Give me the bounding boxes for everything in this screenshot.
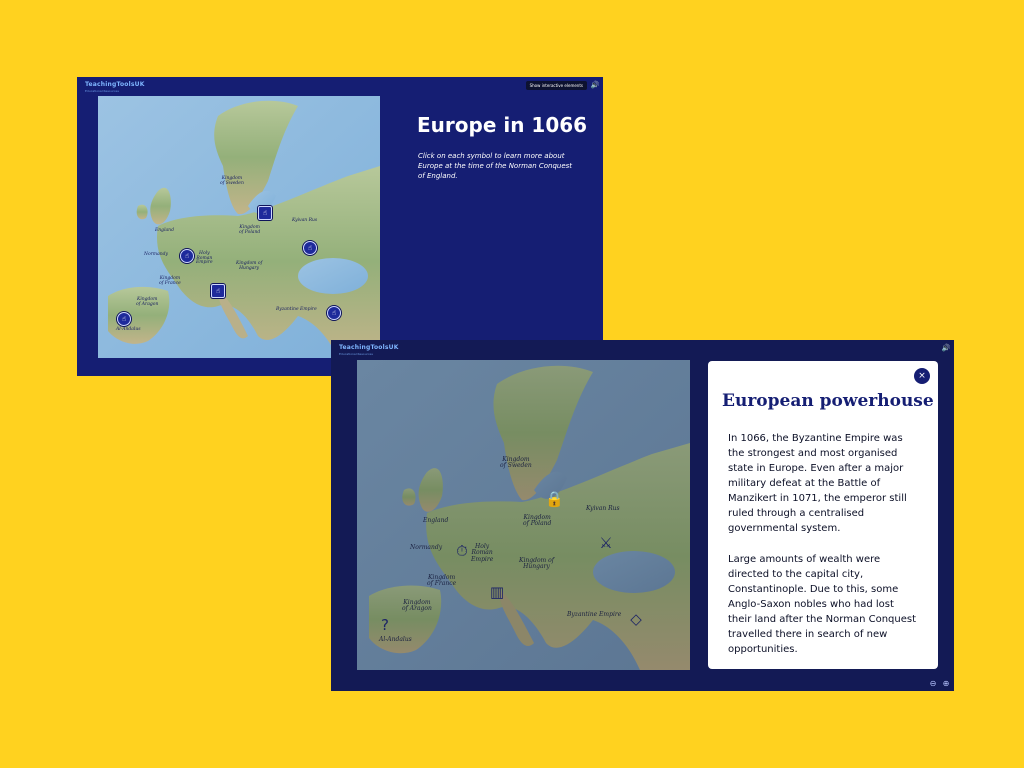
diamond-gem-icon[interactable]: ◇ <box>630 610 642 628</box>
card-paragraph-2: Large amounts of wealth were directed to the capital city, Constantinople. Due to this, some Anglo-Saxon nobles who had lost their land after the Norman Conquest travelled there in search of new opportunities. <box>728 554 917 655</box>
card-title: European powerhouse <box>722 391 934 411</box>
marker-poland[interactable]: ☝ <box>258 206 272 220</box>
marker-aragon[interactable]: ☝ <box>117 312 131 326</box>
map-label-kyivan-rus: Kyivan Rus <box>586 505 620 512</box>
show-interactive-elements-button[interactable]: Show interactive elements <box>526 81 587 90</box>
screen-europe-1066 <box>77 77 603 376</box>
map-label-hungary: Kingdom of Hungary <box>236 261 263 271</box>
sound-icon[interactable]: 🔊 <box>590 81 600 89</box>
logo: TeachingToolsUK <box>85 81 145 88</box>
map-label-normandy: Normandy <box>410 544 443 551</box>
map-label-aragon: Kingdom of Aragon <box>402 599 432 613</box>
map-label-france: Kingdom of France <box>427 574 457 588</box>
buildings-icon[interactable]: ▥ <box>489 583 505 601</box>
map-label-poland: Kingdom of Poland <box>239 225 261 235</box>
compass-question-icon[interactable]: ? <box>381 616 389 634</box>
logo: TeachingToolsUK <box>339 344 399 351</box>
sound-icon[interactable]: 🔊 <box>941 344 951 352</box>
map-label-al-andalus: Al-Andalus <box>116 327 141 332</box>
map-label-hre: Holy Roman Empire <box>471 543 494 563</box>
page-description: Click on each symbol to learn more about Europe at the time of the Norman Conquest of England. <box>418 152 573 180</box>
map-label-sweden: Kingdom of Sweden <box>220 176 244 186</box>
map-label-kyivan-rus: Kyivan Rus <box>292 218 318 223</box>
screen-european-powerhouse <box>331 340 954 691</box>
marker-hre[interactable]: ☝ <box>211 284 225 298</box>
map-label-hungary: Kingdom of Hungary <box>519 557 554 571</box>
map-label-normandy: Normandy <box>144 252 169 257</box>
lock-icon[interactable]: 🔒 <box>545 490 564 508</box>
map-label-england: England <box>155 228 174 233</box>
stopwatch-icon[interactable]: ⏱ <box>456 542 468 560</box>
map-label-poland: Kingdom of Poland <box>523 514 552 528</box>
map-label-aragon: Kingdom of Aragon <box>136 297 159 307</box>
map-label-byzantine: Byzantine Empire <box>567 611 622 618</box>
crossed-swords-icon[interactable]: ⚔ <box>599 534 613 552</box>
map-label-byzantine: Byzantine Empire <box>276 307 317 312</box>
zoom-out-icon[interactable]: ⊖ <box>929 679 937 688</box>
logo-tagline: Educational Resources <box>339 352 373 356</box>
marker-kyivan-rus[interactable]: ☝ <box>303 241 317 255</box>
page-title: Europe in 1066 <box>417 113 588 137</box>
europe-map-dimmed <box>357 360 690 670</box>
map-label-england: England <box>423 517 449 524</box>
info-card <box>708 361 938 669</box>
close-button[interactable]: × <box>914 368 930 384</box>
europe-map <box>98 96 380 358</box>
card-paragraph-1: In 1066, the Byzantine Empire was the strongest and most organised state in Europe. Even after a major military defeat at the Battle of Manzikert in 1071, the emperor still ruled through a centralised governmental system. <box>728 433 907 534</box>
map-label-hre: Holy Roman Empire <box>196 251 213 266</box>
marker-normandy[interactable]: ☝ <box>180 249 194 263</box>
zoom-in-icon[interactable]: ⊕ <box>942 679 950 688</box>
map-label-al-andalus: Al-Andalus <box>379 636 412 643</box>
marker-byzantine[interactable]: ☝ <box>327 306 341 320</box>
logo-tagline: Educational Resources <box>85 89 119 93</box>
map-label-sweden: Kingdom of Sweden <box>500 456 532 470</box>
map-label-france: Kingdom of France <box>159 276 181 286</box>
